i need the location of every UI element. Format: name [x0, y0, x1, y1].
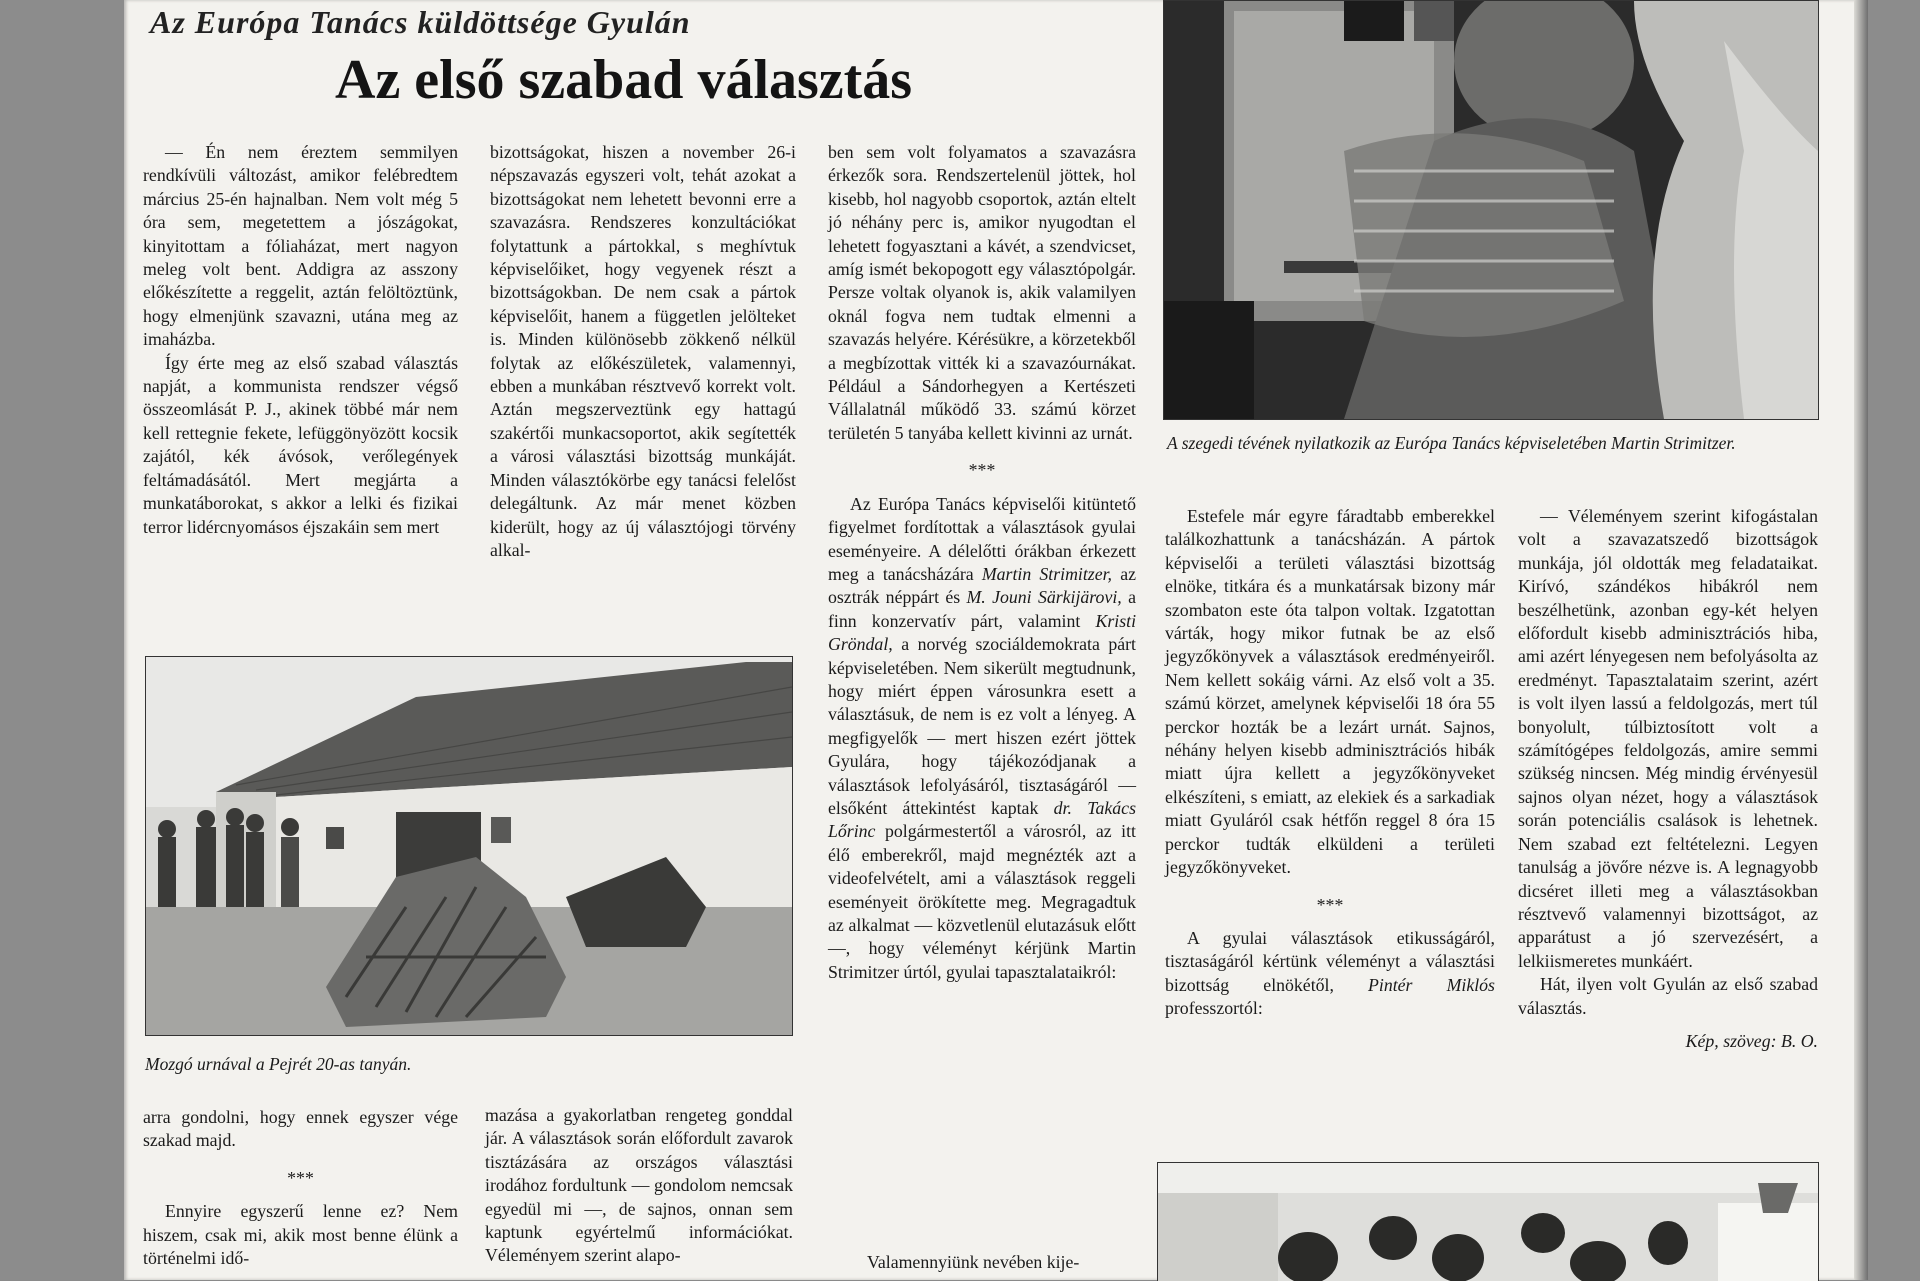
article-column-3: [828, 141, 1136, 984]
paragraph-text: polgármestertől a városról, az itt élő emberekről, majd megnézték azt a videofelvételt, ami a választások reggeli eseményeit örökítette meg. Megragadtuk az alkalmat — közvetlenül elutazásuk előtt —, hogy véleményt kérjünk Martin Strimitzer úrtól, gyulai tapasztalataikról:: [828, 821, 1136, 982]
paragraph: arra gondolni, hogy ennek egyszer vége szakad majd.: [143, 1107, 458, 1151]
article-column-3-bottom: [845, 1251, 1135, 1274]
paragraph: — Véleményem szerint kifogástalan volt a szavazatszedő bizottságok munkája, jól oldották meg feladataikat. Kirívó, szándékos hibákról nem beszélhetünk, azonban egy-két helyen előfordult kisebb adminisztrációs hiba, ami azért lényegesen nem befolyásolta az eredményt. Tapasztalataim szerint, azért is volt ilyen lassú a feldolgozás, mert túl bonyolult, túlbiztosított volt a számítógépes feldolgozás, amire semmi szükség nincsen. Még mindig érvényesül sajnos olyan nézet, hogy a választások során potenciális csalások is lehetnek. Nem szabad ezt feltételezni. Legyen tanulság a jövőre nézve is. A legnagyobb dicséret illeti meg a választásokban résztvevő valamennyi bizottságot, az apparátust a jó szervezésért, a lelkiismeretes munkáért.: [1518, 506, 1818, 971]
paragraph-text: az osztrák néppárt és: [828, 563, 1136, 608]
paragraph-text: a norvég szociáldemokrata párt képviseletében. Nem sikerült megtudnunk, hogy miért éppen városunkra esett a választásuk, de nem is ez volt a lényeg. A megfigyelők — mert hiszen ezért jöttek Gyulára, hogy tájékozódjanak a választások lefolyásáról, tisztaságáról — elsőként áttekintést kaptak: [828, 634, 1136, 818]
article-column-2: [490, 141, 796, 562]
paragraph: Estefele már egyre fáradtabb emberekkel találkozhattunk a tanácsházán. A pártok képviselői a területi választási bizottság elnöke, titkára és a munkatársak bizony már szombaton este óta talpon voltak. Izgatottan várták, hogy mikor futnak be az első jegyzőkönyvek a választások eredményeiről. Nem kellett sokáig várni. Az első volt a 35. számú körzet, amelynek képviselői 18 óra 55 perckor hozták be a lezárt urnát. Sajnos, néhány helyen kisebb adminisztrációs hibák miatt újra kellett a jegyzőkönyveket elkészíteni, s emiatt, az elekiek és a sarkadiak miatt Gyuláról csak hétfőn reggel 8 óra 15 perckor tudták elküldeni a területi jegyzőkönyveket.: [1165, 506, 1495, 878]
article-column-4: [1165, 505, 1495, 1021]
person-name: Martin Strimitzer,: [981, 563, 1113, 584]
paragraph: [828, 493, 1136, 985]
viewer-background-right: [1868, 0, 1920, 1280]
paragraph-text: A gyulai választások etikusságáról, tisztaságáról kértünk véleményt a választási bizottság elnökétől,: [1165, 927, 1495, 995]
article-headline: Az első szabad választás: [335, 49, 913, 111]
section-separator: ***: [287, 1167, 314, 1188]
paragraph: Hát, ilyen volt Gyulán az első szabad választás.: [1518, 974, 1818, 1018]
person-name: Kristi Gröndal,: [828, 610, 1137, 655]
article-column-5: [1518, 505, 1818, 1053]
article-column-2-bottom: [485, 1104, 793, 1268]
person-name: Pintér Miklós: [1368, 974, 1495, 995]
person-name: M. Jouni Särkijärovi,: [966, 587, 1122, 608]
paragraph: mazása a gyakorlatban rengeteg gonddal jár. A választások során előfordult zavarok tisztázására az országos választási irodához fordultunk — gondolom nemcsak egyedül mi —, de sajnos, onnan sem kaptunk egyértelmű információkat. Véleményem szerint alapo-: [485, 1105, 793, 1266]
paragraph: bizottságokat, hiszen a november 26-i népszavazás egyszeri volt, tehát azokat a bizottságokat nem lehetett bevonni erre a szavazásra. Rendszeres konzultációkat folytattunk a pártokkal, s meghívtuk képviselőiket, hogy vegyenek részt a bizottságokban. De nem csak a pártok képviselőit, hanem a független jelölteket is. Minden különösebb zökkenő nélkül folytak az előkészületek, valamennyi, ebben a munkában résztvevő korrekt volt. Aztán megszerveztünk egy hattagú szakértői munkacsoportot, akik segítették a városi választási bizottság munkáját. Minden választókörbe egy tanácsi felelőst delegáltunk. Az már menet közben kiderült, hogy az új választójogi törvény alkal-: [490, 142, 796, 560]
article-kicker: Az Európa Tanács küldöttsége Gyulán: [150, 4, 691, 40]
tv-interview-photo: [1163, 0, 1819, 420]
article-column-1-bottom: [143, 1106, 458, 1270]
paragraph: ben sem volt folyamatos a szavazásra érkezők sora. Rendszertelenül jöttek, hol kisebb, hol nagyobb csoportok, aztán eltelt jó néhány perc is, amikor nyugodtan el lehetett fogyasztani a kávét, a szendvicset, amíg ismét bekopogott egy választópolgár. Persze voltak olyanok is, akik valamilyen oknál fogva nem tudtak elmenni a szavazás helyére. Kérésükre, a körzetekből a megbízottak vitték ki a szavazóurnákat. Például a Sándorhegyen a Kertészeti Vállalatnál működő 33. számú körzet területén 5 tanyába kellett kivinni az urnát.: [828, 142, 1136, 443]
viewer-background-left: [0, 0, 124, 1280]
byline: Kép, szöveg: B. O.: [1685, 1030, 1818, 1051]
paragraph: Valamennyiünk nevében kije-: [867, 1252, 1080, 1272]
paragraph: Így érte meg az első szabad választás napját, a kommunista rendszer végső összeomlását P. J., akinek többé már nem kell rettegnie fekete, lefüggönyözött kocsik zajától, kék ávósok, verőlegények feltámadásától. Mert megjárta a munkatáborokat, s akkor a lelki és fizikai terror lidércnyomásos éjszakáin sem mert: [143, 352, 458, 537]
section-separator: ***: [1316, 894, 1344, 915]
photo-caption: A szegedi tévének nyilatkozik az Európa Tanács képviseletében Martin Strimitzer.: [1167, 433, 1736, 453]
article-column-1: [143, 141, 458, 539]
farmyard-photo: [145, 656, 793, 1036]
paragraph: [1165, 927, 1495, 1021]
paragraph-text: a finn konzervatív párt, valamint: [828, 587, 1136, 631]
photo-caption: Mozgó urnával a Pejrét 20-as tanyán.: [145, 1054, 412, 1074]
section-separator: ***: [968, 460, 996, 481]
paragraph: Ennyire egyszerű lenne ez? Nem hiszem, csak mi, akik most benne élünk a történelmi idő-: [143, 1201, 458, 1269]
page-edge-shadow: [1854, 0, 1868, 1280]
meeting-photo: [1157, 1162, 1819, 1281]
paragraph-text: professzortól:: [1165, 998, 1263, 1019]
paragraph: — Én nem éreztem semmilyen rendkívüli változást, amikor felébredtem március 25-én hajnalban. Nem volt még 5 óra sem, megetettem a jószágokat, kinyitottam a fóliaházat, mert nagyon meleg volt bent. Addigra az asszony előkészítette a reggelit, aztán felöltöztünk, hogy elmenjünk szavazni, utána meg az imaházba.: [143, 142, 458, 350]
person-name: dr. Takács Lőrinc: [828, 797, 1136, 842]
paragraph-text: Az Európa Tanács képviselői kitüntető figyelmet fordítottak a választások gyulai eseményeire. A délelőtti órákban érkezett meg a tanácsházára: [828, 493, 1136, 584]
